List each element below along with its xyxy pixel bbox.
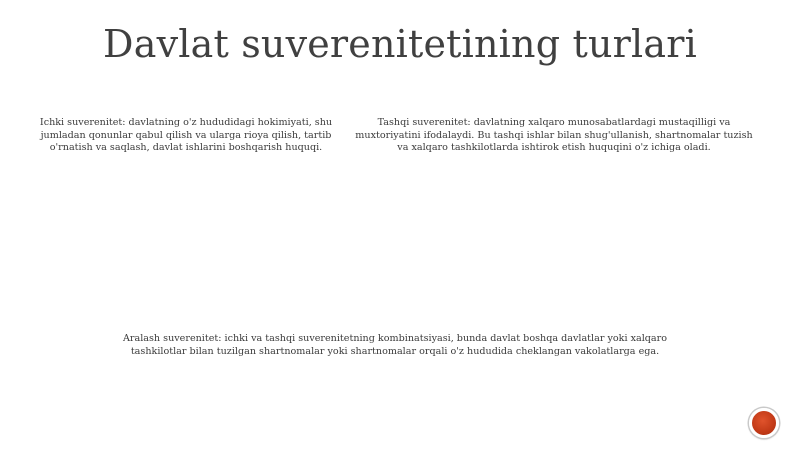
mixed-sovereignty-text: Aralash suverenitet: ichki va tashqi suverenitetning kombinatsiyasi, bunda davlat boshqa davlatlar yoki xalqaro tashkilotlar bilan tuzilgan shartnomalar yoki shartnomalar orqali o'z hududida cheklangan vakolatlarga ega.: [122, 333, 668, 357]
slide-title: Davlat suverenitetining turlari: [103, 22, 697, 66]
slide-nav-circle-icon[interactable]: [749, 408, 779, 438]
internal-sovereignty-text: Ichki suverenitet: davlatning o'z hududidagi hokimiyati, shu jumladan qonunlar qabul qilish va ularga rioya qilish, tartib o'rnatish va saqlash, davlat ishlarini boshqarish huquqi.: [39, 117, 333, 153]
external-sovereignty-text: Tashqi suverenitet: davlatning xalqaro munosabatlardagi mustaqilligi va muxtoriyatini ifodalaydi. Bu tashqi ishlar bilan shug'ullanish, shartnomalar tuzish va xalqaro tashkilotlarda ishtirok etish huquqini o'z ichiga oladi.: [355, 117, 753, 153]
